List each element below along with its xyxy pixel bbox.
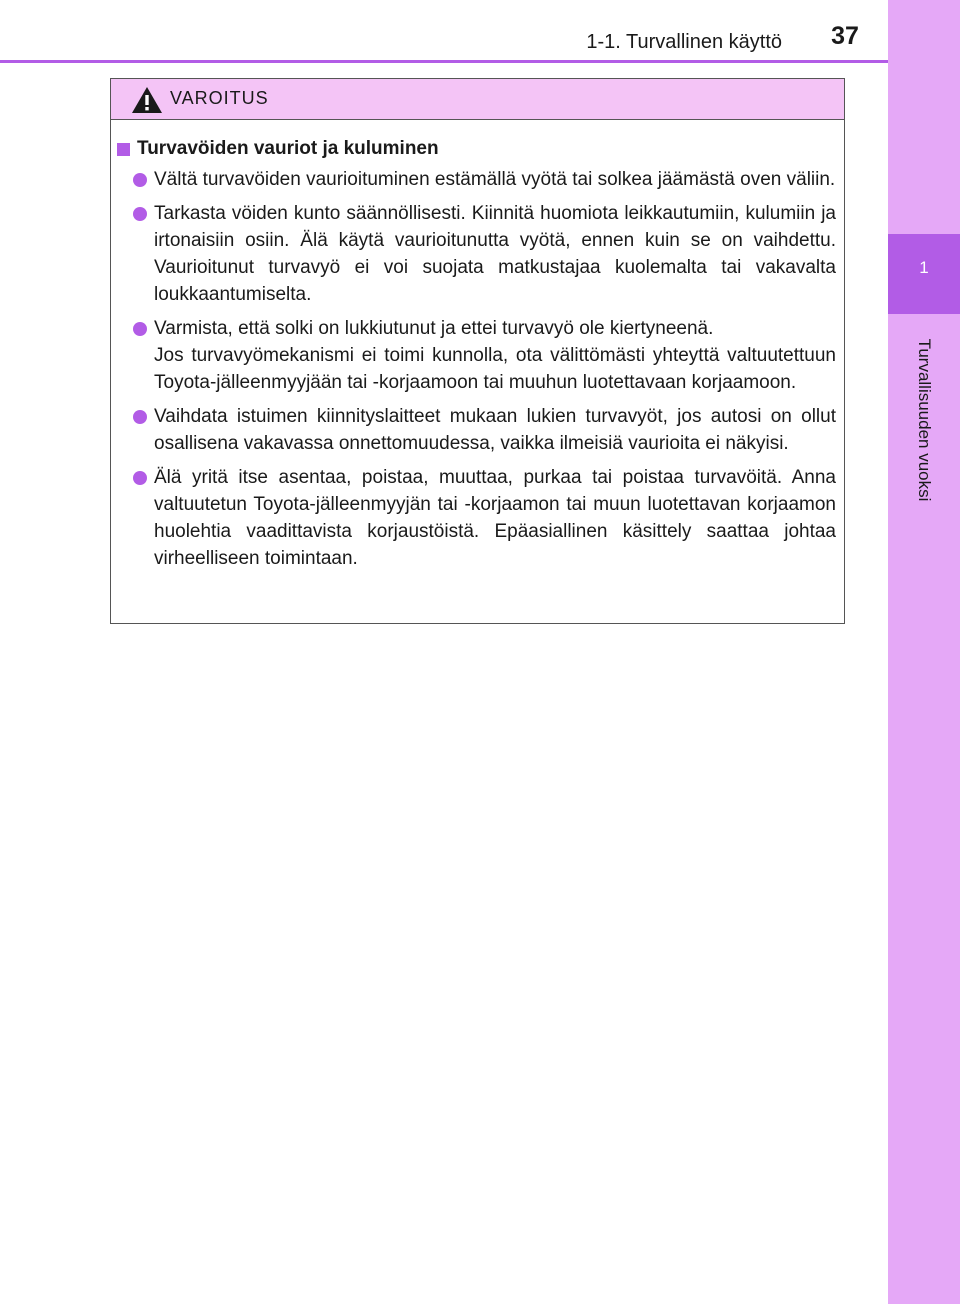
- list-item-text: Tarkasta vöiden kunto säännöllisesti. Kiinnitä huomiota leikkautumiin, kulumiin ja irtonaisiin osiin. Älä käytä vaurioitunutta vyötä, ennen kuin se on vaihdettu. Vaurioitunut turvavyö ei voi suojata matkustajaa kuolemalta tai vakavalta loukkaantumiselta.: [154, 203, 836, 305]
- bullet-dot-icon: [133, 322, 147, 336]
- list-item: [117, 200, 836, 308]
- bullet-dot-icon: [133, 471, 147, 485]
- bullet-dot-icon: [133, 410, 147, 424]
- page-number: 37: [831, 22, 859, 50]
- list-item-text: Vaihdata istuimen kiinnityslaitteet mukaan lukien turvavyöt, jos autosi on ollut osallisena vakavassa onnettomuudessa, vaikka ilmeisiä vaurioita ei näkyisi.: [154, 406, 836, 454]
- section-title: 1-1. Turvallinen käyttö: [586, 31, 782, 53]
- warning-box: [110, 78, 845, 624]
- section-heading-text: Turvavöiden vauriot ja kuluminen: [137, 138, 439, 159]
- warning-body: [111, 120, 844, 572]
- section-heading: [117, 136, 836, 162]
- list-item: [117, 403, 836, 457]
- warning-header: [111, 79, 844, 120]
- square-bullet-icon: [117, 143, 130, 156]
- list-item: [117, 464, 836, 572]
- list-item: [117, 166, 836, 193]
- bullet-dot-icon: [133, 173, 147, 187]
- side-chapter-tab: [888, 0, 960, 1304]
- list-item-extra-text: Jos turvavyömekanismi ei toimi kunnolla, ota välittömästi yhteyttä valtuutettuun Toyota-jälleenmyyjään tai -korjaamoon tai muuhun luotettavaan korjaamoon.: [154, 345, 836, 393]
- header-divider: [0, 60, 888, 63]
- warning-title: VAROITUS: [170, 88, 269, 108]
- bullet-dot-icon: [133, 207, 147, 221]
- list-item-text: Varmista, että solki on lukkiutunut ja ettei turvavyö ole kiertyneenä.: [154, 318, 714, 339]
- chapter-label: Turvallisuuden vuoksi: [915, 338, 934, 502]
- list-item: [117, 315, 836, 396]
- list-item-text: Älä yritä itse asentaa, poistaa, muuttaa, purkaa tai poistaa turvavöitä. Anna valtuutetun Toyota-jälleenmyyjän tai -korjaamon tai muun luotettavan korjaamon huolehtia vaadittavista korjaustöistä. Epäasiallinen käsittely saattaa johtaa virheelliseen toimintaan.: [154, 467, 836, 569]
- warning-triangle-icon: [131, 86, 163, 114]
- list-item-text: Vältä turvavöiden vaurioituminen estämällä vyötä tai solkea jäämästä oven väliin.: [154, 169, 836, 190]
- chapter-number: 1: [919, 258, 929, 277]
